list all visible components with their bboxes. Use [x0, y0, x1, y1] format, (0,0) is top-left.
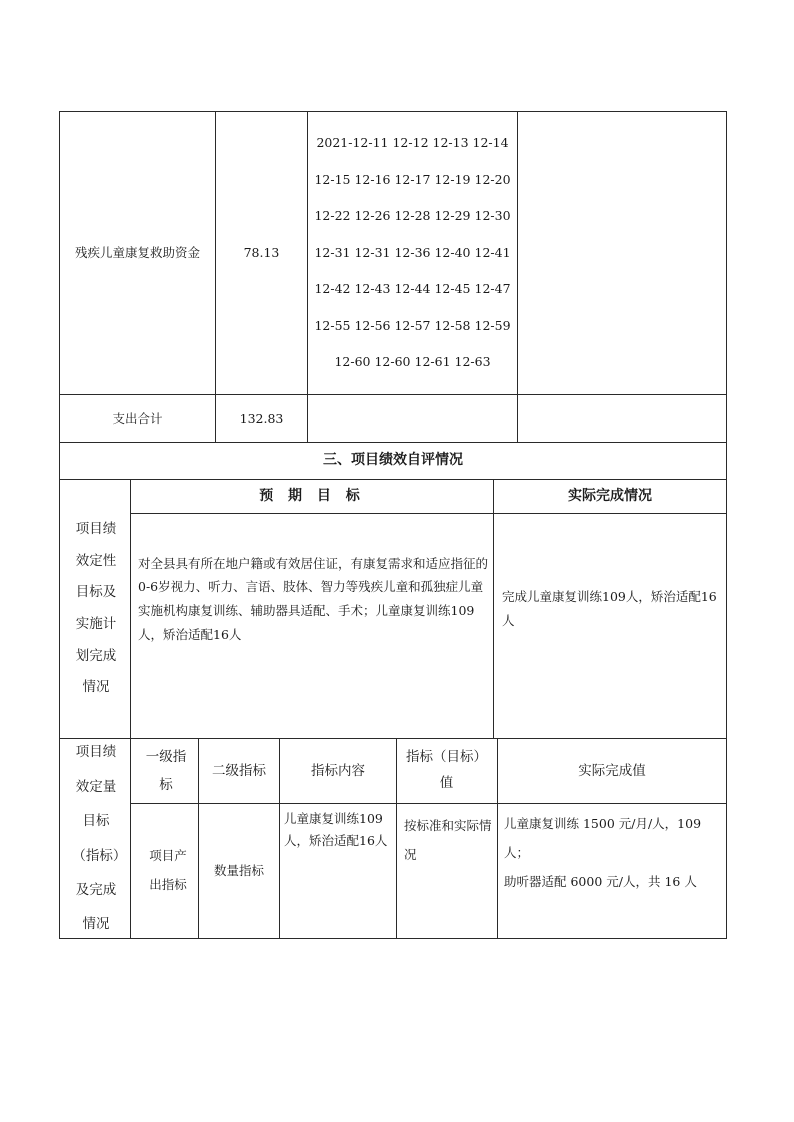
- content-header: 指标内容: [311, 762, 365, 779]
- voucher-code-line: 12-15 12-16 12-17 12-19 12-20: [314, 171, 511, 187]
- col-divider: [130, 479, 131, 938]
- level2-value-cell: [199, 804, 279, 938]
- actual-header-cell: [494, 480, 726, 513]
- col-divider: [493, 479, 494, 738]
- voucher-code-line: 12-31 12-31 12-36 12-40 12-41: [314, 244, 511, 260]
- qualitative-label-cell: [66, 480, 126, 738]
- total-amount-cell: [216, 395, 307, 442]
- voucher-codes-cell: [308, 112, 517, 394]
- col-divider: [517, 111, 518, 442]
- level1-value: 项目产出指标: [149, 848, 187, 892]
- actual-text-cell: [502, 514, 720, 704]
- content-value: 儿童康复训练109人，矫治适配16人: [284, 811, 388, 848]
- actual-value-line: 儿童康复训练 1500 元/月/人，109 人；: [504, 816, 702, 860]
- section-title-text: 三、项目绩效自评情况: [323, 452, 463, 469]
- section-title: [60, 443, 726, 479]
- voucher-code-line: 12-22 12-26 12-28 12-29 12-30: [314, 208, 511, 224]
- expected-text: 对全县具有所在地户籍或有效居住证，有康复需求和适应指征的0-6岁视力、听力、言语、肢体、智力等残疾儿童和孤独症儿童实施机构康复训练、辅助器具适配、手术；儿童康复训练109人，矫治适配16人: [138, 555, 489, 642]
- fund-name: 残疾儿童康复救助资金: [74, 245, 200, 261]
- total-amount: 132.83: [239, 410, 284, 426]
- table-border-right: [726, 111, 727, 939]
- col-divider: [396, 738, 397, 938]
- level1-header: 一级指标: [145, 748, 187, 793]
- expected-header: 预 期 目 标: [259, 487, 365, 504]
- expected-text-cell: [138, 514, 488, 684]
- level1-header-cell: [140, 739, 192, 803]
- target-header-cell: [400, 739, 493, 803]
- voucher-code-line: 12-42 12-43 12-44 12-45 12-47: [314, 281, 511, 297]
- fund-amount: 78.13: [243, 245, 280, 261]
- voucher-code-line: 12-55 12-56 12-57 12-58 12-59: [314, 317, 511, 333]
- content-header-cell: [280, 739, 396, 803]
- table-border-bottom: [59, 938, 726, 939]
- actual-value-header: 实际完成值: [578, 762, 646, 779]
- quantitative-label: 项目绩效定量目标（指标）及完成情况: [72, 744, 120, 933]
- total-label: 支出合计: [112, 410, 163, 426]
- voucher-code-line: 12-60 12-60 12-61 12-63: [334, 354, 491, 370]
- actual-value-line: 助听器适配 6000 元/人，共 16 人: [504, 873, 697, 889]
- quantitative-label-cell: [66, 739, 126, 938]
- target-header: 指标（目标）值: [406, 749, 487, 791]
- level2-header: 二级指标: [212, 762, 266, 779]
- fund-name-cell: [60, 112, 215, 394]
- level1-value-cell: [144, 804, 192, 938]
- qualitative-label: 项目绩效定性目标及实施计划完成情况: [75, 520, 117, 696]
- fund-amount-cell: [216, 112, 307, 394]
- target-value: 按标准和实际情况: [404, 818, 492, 862]
- actual-value-header-cell: [498, 739, 726, 803]
- expected-header-cell: [131, 480, 493, 513]
- actual-header: 实际完成情况: [568, 487, 652, 504]
- level2-value: 数量指标: [213, 863, 264, 879]
- actual-value-cell: [504, 810, 724, 889]
- total-label-cell: [60, 395, 215, 442]
- target-value-cell: [404, 812, 494, 882]
- level2-header-cell: [199, 739, 279, 803]
- content-value-cell: [284, 808, 392, 878]
- voucher-code-line: 2021-12-11 12-12 12-13 12-14: [316, 135, 509, 151]
- actual-text: 完成儿童康复训练109人，矫治适配16人: [502, 589, 717, 628]
